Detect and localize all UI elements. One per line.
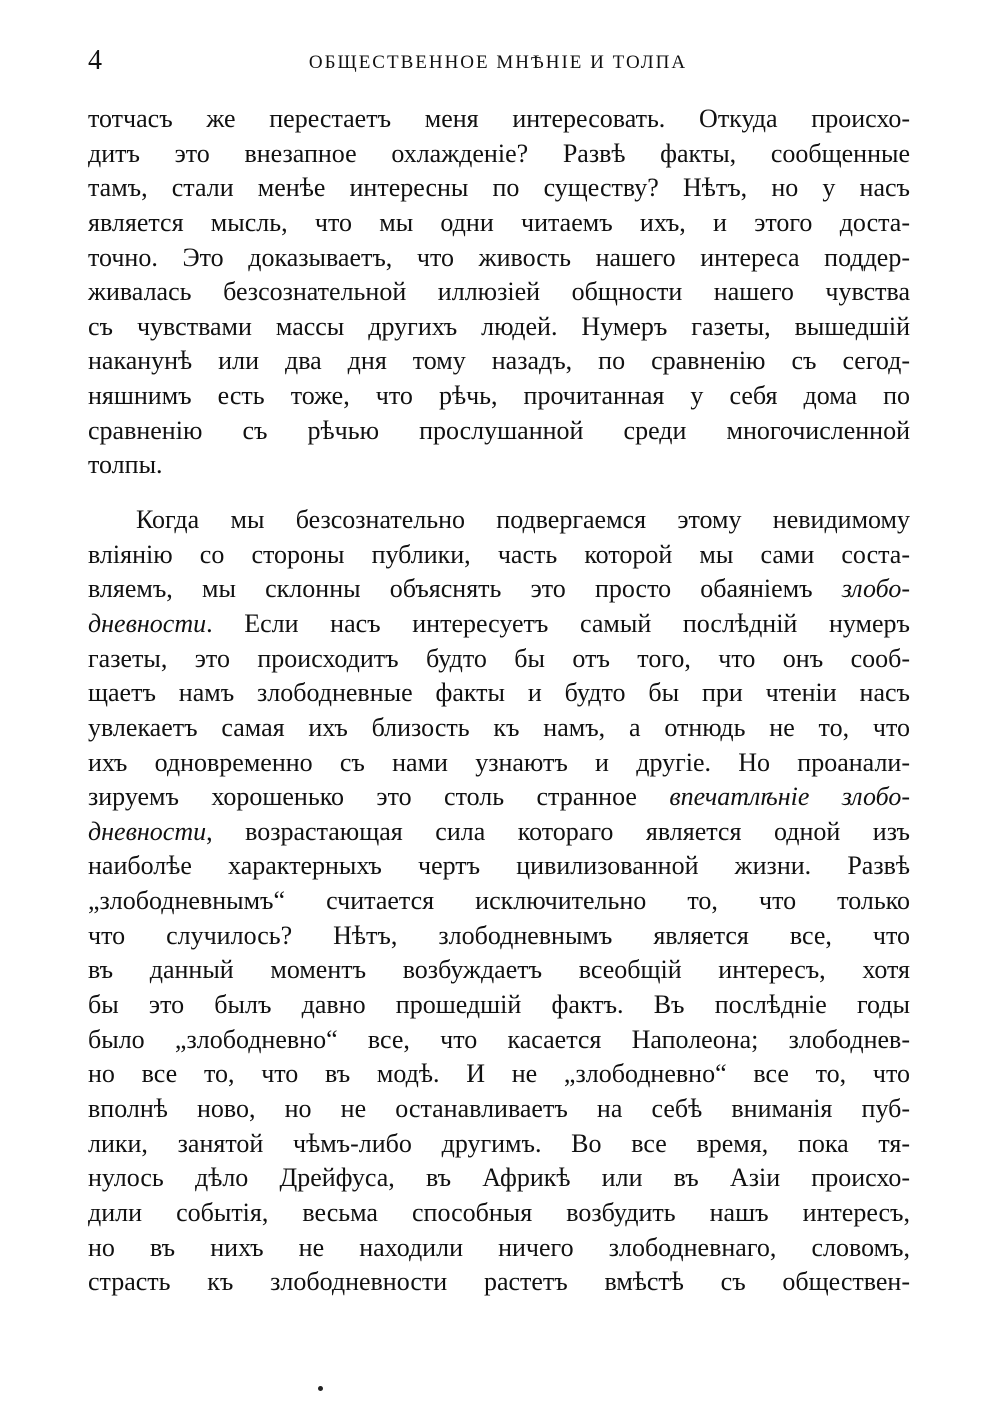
paragraph-1 [88, 102, 910, 483]
text-line [88, 815, 910, 850]
text-line [88, 572, 910, 607]
text-line: что случилось? Нѣтъ, злободневнымъ является все, что [88, 920, 910, 950]
text-segment: вляемъ, мы склонны объяснять это просто обаяніемъ [88, 574, 842, 604]
text-line: наиболѣе характерныхъ чертъ цивилизованной жизни. Развѣ [88, 851, 910, 881]
text-line: страсть къ злободневности растетъ вмѣстѣ съ обществен- [88, 1267, 910, 1297]
text-line: сравненію съ рѣчью прослушанной среди многочисленной [88, 415, 910, 445]
emphasized-term: дневности [88, 608, 207, 638]
text-line: лики, занятой чѣмъ-либо другимъ. Во все время, пока тя- [88, 1128, 910, 1158]
text-line: является мысль, что мы одни читаемъ ихъ, и этого доста- [88, 207, 910, 237]
running-title: ОБЩЕСТВЕННОЕ МНѢНІЕ И ТОЛПА [308, 52, 688, 73]
text-line: съ чувствами массы другихъ людей. Нумеръ газеты, вышедшій [88, 311, 910, 341]
emphasized-term: впечатлѣніе злобо- [669, 782, 910, 812]
text-line: бы это былъ давно прошедшій фактъ. Въ послѣдніе годы [88, 990, 910, 1020]
text-line: живалась безсознательной иллюзіей общности нашего чувства [88, 277, 910, 307]
text-line: „злободневнымъ“ считается исключительно то, что только [88, 886, 910, 916]
emphasized-term: злобо- [841, 574, 910, 604]
text-line [88, 780, 910, 815]
paragraph-2 [88, 503, 910, 1300]
text-line: толпы. [88, 450, 163, 480]
text-line: Когда мы безсознательно подвергаемся этому невидимому [136, 505, 910, 535]
emphasized-term: дневности [88, 816, 207, 846]
text-line: газеты, это происходитъ будто бы отъ того, что онъ сооб- [88, 643, 910, 673]
paragraph-gap [88, 483, 910, 503]
text-line: дитъ это внезапное охлажденіе? Развѣ факты, сообщенные [88, 138, 910, 168]
text-segment: , возрастающая сила котораго является одной изъ [206, 816, 910, 846]
text-line: точно. Это доказываетъ, что живость нашего интереса поддер- [88, 242, 910, 272]
text-segment: . Если насъ интересуетъ самый послѣдній нумеръ [206, 608, 910, 638]
text-line: нулось дѣло Дрейфуса, въ Африкѣ или въ Азіи происхо- [88, 1163, 910, 1193]
text-line: няшнимъ есть тоже, что рѣчь, прочитанная у себя дома по [88, 381, 910, 411]
text-line: наканунѣ или два дня тому назадъ, по сравненію съ сегод- [88, 346, 910, 376]
text-line: вліянію со стороны публики, часть которой мы сами соста- [88, 539, 910, 569]
text-line: тамъ, стали менѣе интересны по существу? Нѣтъ, но у насъ [88, 173, 910, 203]
text-line [88, 607, 910, 642]
page-header [88, 44, 908, 78]
page-body [88, 102, 910, 1300]
text-line: но въ нихъ не находили ничего злободневнаго, словомъ, [88, 1232, 910, 1262]
page-number: 4 [88, 45, 102, 76]
ink-speck [318, 1386, 323, 1391]
text-line: дили событія, весьма способныя возбудить нашъ интересъ, [88, 1197, 910, 1227]
text-line: увлекаетъ самая ихъ близость къ намъ, а отнюдь не то, что [88, 712, 910, 742]
text-segment: зируемъ хорошенько это столь странное [88, 782, 670, 812]
text-line: въ данный моментъ возбуждаетъ всеобщій интересъ, хотя [88, 955, 910, 985]
text-line: тотчасъ же перестаетъ меня интересовать. Откуда происхо- [88, 104, 910, 133]
text-line: щаетъ намъ злободневные факты и будто бы при чтеніи насъ [88, 678, 910, 708]
text-line: было „злободневно“ все, что касается Наполеона; злободнев- [88, 1024, 910, 1054]
text-line: вполнѣ ново, но не останавливаетъ на себѣ вниманія пуб- [88, 1093, 910, 1123]
text-line: но все то, что въ модѣ. И не „злободневно“ все то, что [88, 1059, 910, 1089]
text-line: ихъ одновременно съ нами узнаютъ и другіе. Но проанали- [88, 747, 910, 777]
